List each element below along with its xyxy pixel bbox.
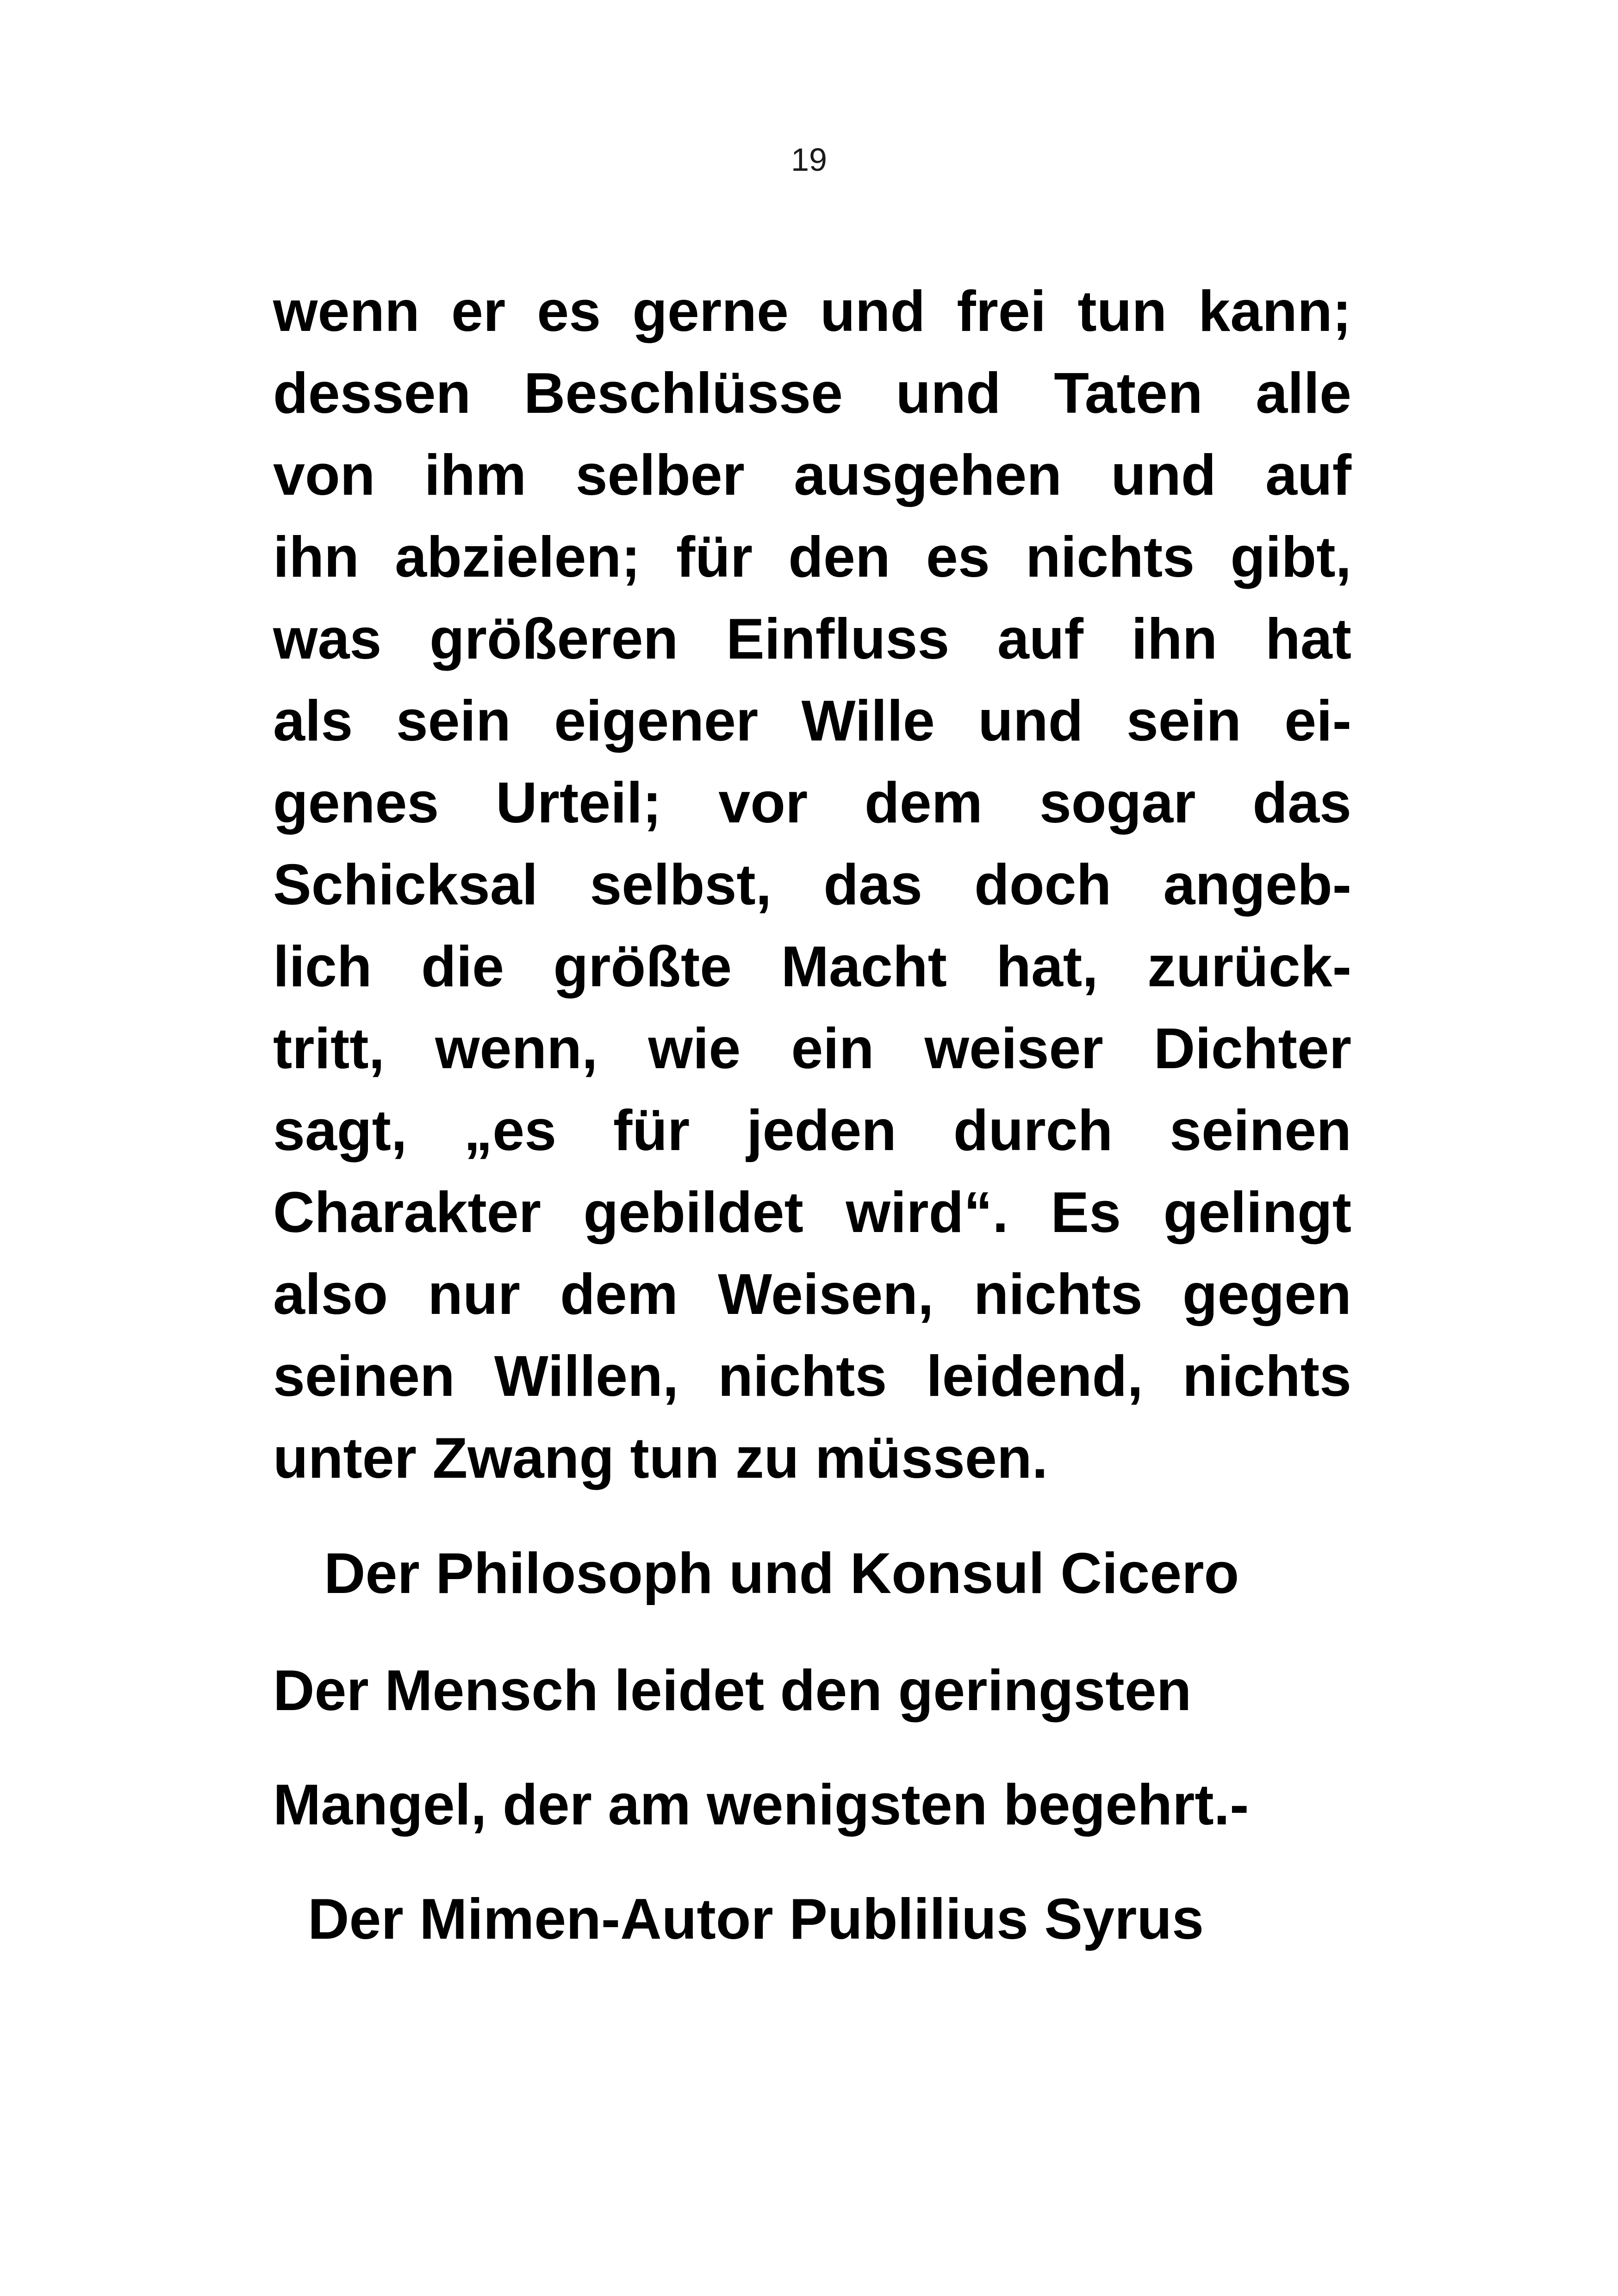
quote-line-1: Der Mensch leidet den geringsten (273, 1659, 1192, 1723)
paragraph-line: genes Urteil; vor dem sogar das (273, 771, 1351, 835)
paragraph-line: Schicksal selbst, das doch angeb- (273, 853, 1351, 917)
paragraph-line: als sein eigener Wille und sein ei- (273, 689, 1351, 753)
attribution-cicero: Der Philosoph und Konsul Cicero (324, 1542, 1239, 1605)
quote-line-2: Mangel, der am wenigsten begehrt.- (273, 1773, 1249, 1837)
paragraph-line: Charakter gebildet wird“. Es gelingt (273, 1181, 1351, 1244)
main-paragraph (273, 271, 1351, 1500)
paragraph-line: tritt, wenn, wie ein weiser Dichter (273, 1017, 1351, 1081)
paragraph-last-line: unter Zwang tun zu müssen. (273, 1426, 1048, 1490)
paragraph-line: was größeren Einfluss auf ihn hat (273, 607, 1351, 671)
paragraph-line: dessen Beschlüsse und Taten alle (273, 361, 1351, 425)
paragraph-line: von ihm selber ausgehen und auf (273, 443, 1351, 507)
paragraph-line: wenn er es gerne und frei tun kann; (273, 280, 1351, 343)
paragraph-line: seinen Willen, nichts leidend, nichts (273, 1344, 1351, 1408)
paragraph-line: lich die größte Macht hat, zurück- (273, 935, 1351, 999)
attribution-publilius-syrus: Der Mimen-Autor Publilius Syrus (308, 1887, 1204, 1951)
page-number: 19 (791, 142, 827, 178)
paragraph-line: sagt, „es für jeden durch seinen (273, 1099, 1351, 1163)
paragraph-line: ihn abzielen; für den es nichts gibt, (273, 525, 1351, 589)
paragraph-line: also nur dem Weisen, nichts gegen (273, 1263, 1351, 1326)
